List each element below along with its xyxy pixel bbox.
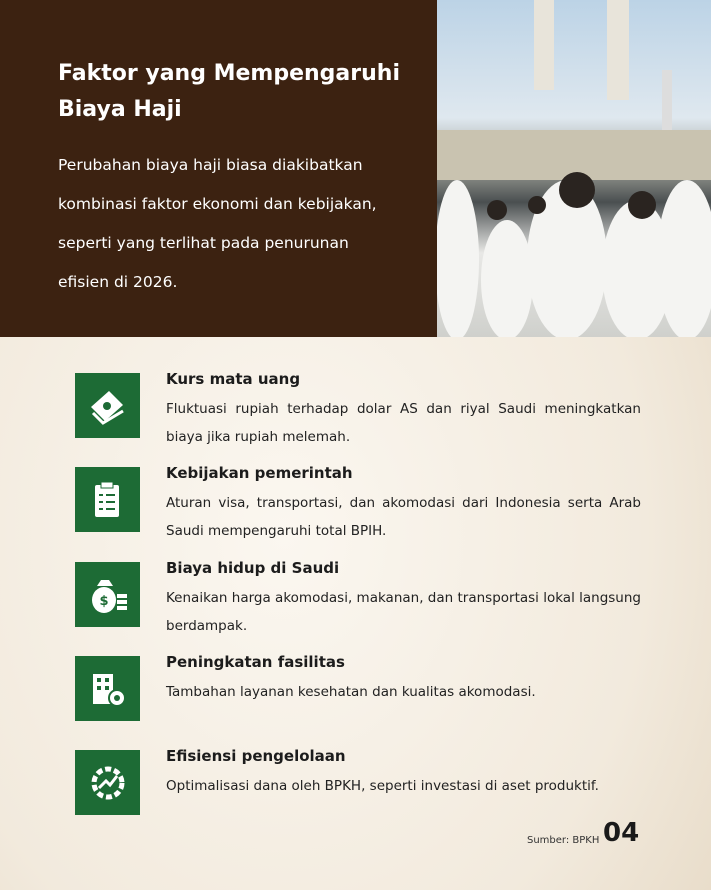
- factor-description: Fluktuasi rupiah terhadap dolar AS dan riyal Saudi meningkatkan biaya jika rupiah melemah.: [166, 401, 641, 445]
- factor-description: Aturan visa, transportasi, dan akomodasi dari Indonesia serta Arab Saudi mempengaruhi total BPIH.: [166, 495, 641, 539]
- factor-description: Tambahan layanan kesehatan dan kualitas akomodasi.: [166, 684, 536, 700]
- hero-panel: [0, 0, 437, 337]
- money-icon: [75, 373, 140, 438]
- factor-description: Kenaikan harga akomodasi, makanan, dan transportasi lokal langsung berdampak.: [166, 590, 641, 634]
- intro-text: Perubahan biaya haji biasa diakibatkan kombinasi faktor ekonomi dan kebijakan, seperti yang terlihat pada penurunan efisien di 2026.: [58, 156, 377, 291]
- page-title: Faktor yang Mempengaruhi Biaya Haji: [58, 61, 400, 122]
- factor-title: Peningkatan fasilitas: [166, 653, 345, 671]
- efficiency-gear-icon: [75, 750, 140, 815]
- factor-description: Optimalisasi dana oleh BPKH, seperti investasi di aset produktif.: [166, 778, 599, 794]
- page-number: 04: [603, 818, 640, 848]
- factor-title: Efisiensi pengelolaan: [166, 747, 346, 765]
- factor-title: Kurs mata uang: [166, 370, 301, 388]
- factor-title: Kebijakan pemerintah: [166, 464, 353, 482]
- factor-title: Biaya hidup di Saudi: [166, 559, 340, 577]
- building-gear-icon: [75, 656, 140, 721]
- clipboard-checklist-icon: [75, 467, 140, 532]
- source-label: Sumber: BPKH: [527, 835, 600, 846]
- kaaba-pilgrims-photo: [437, 0, 711, 337]
- svg-text:$: $: [98, 593, 109, 609]
- money-bag-icon: [75, 562, 140, 627]
